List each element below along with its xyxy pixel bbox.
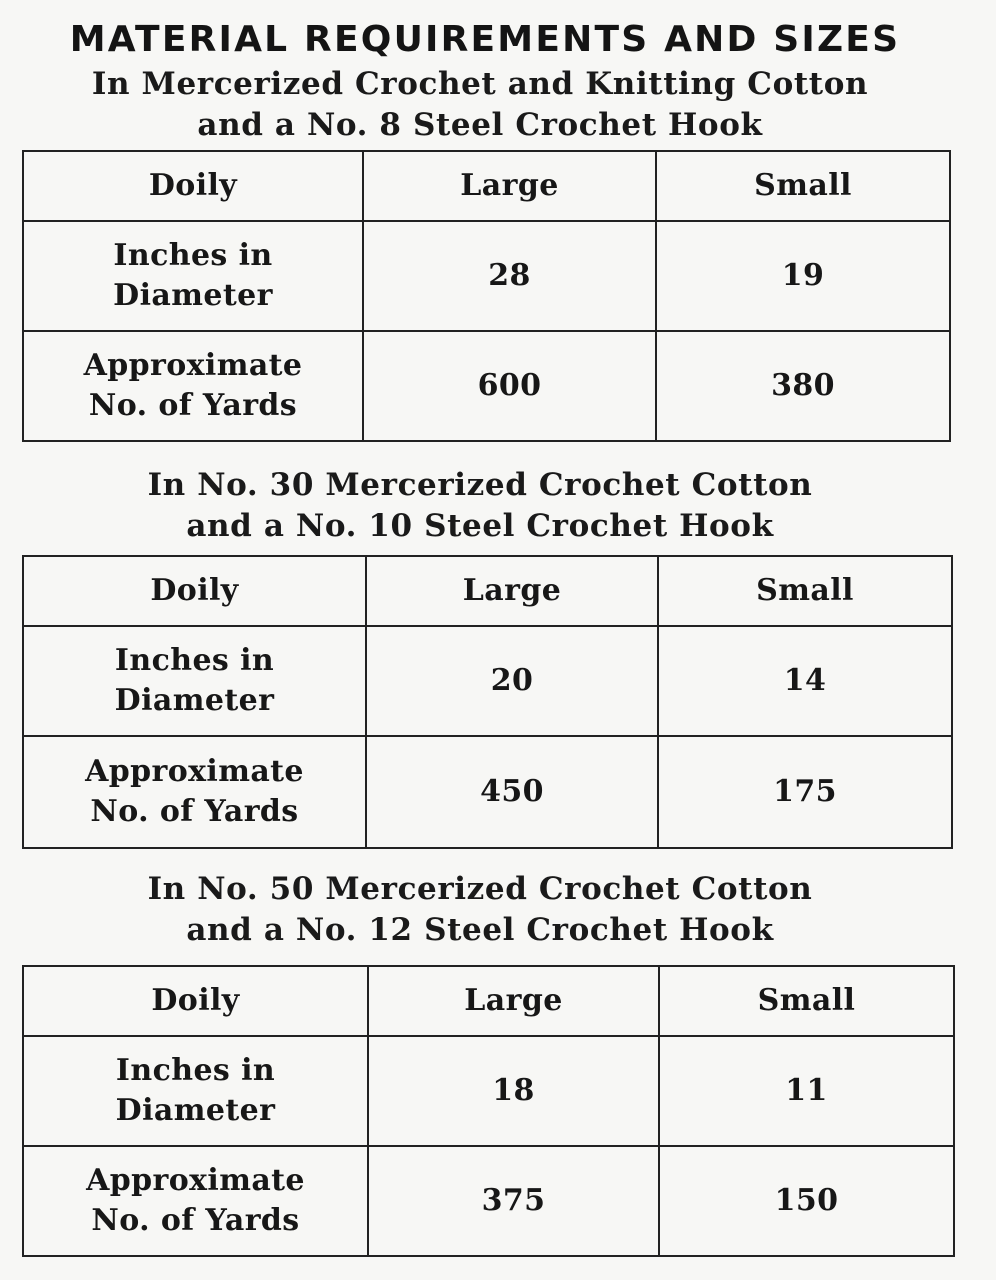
column-header-doily: Doily — [23, 556, 366, 626]
row-label-line: Approximate — [83, 348, 303, 383]
table-header-row — [23, 151, 950, 221]
table-row — [23, 736, 952, 848]
cell-large-diameter: 28 — [363, 221, 656, 331]
column-header-small: Small — [659, 966, 954, 1036]
cell-small-diameter: 14 — [658, 626, 952, 736]
row-label-line: Inches in — [114, 643, 275, 678]
cell-large-yards: 450 — [366, 736, 658, 848]
table-row — [23, 626, 952, 736]
column-header-small: Small — [656, 151, 950, 221]
row-label-line: Diameter — [115, 1093, 276, 1128]
row-label-line: Inches in — [115, 1053, 276, 1088]
row-label-line: No. of Yards — [91, 1203, 300, 1238]
row-label-line: Inches in — [113, 238, 273, 273]
page-title: MATERIAL REQUIREMENTS AND SIZES — [69, 19, 901, 60]
section-heading-line: In No. 50 Mercerized Crochet Cotton — [147, 871, 813, 907]
section-heading-no-8-hook — [0, 64, 960, 146]
cell-small-yards: 150 — [659, 1146, 954, 1256]
section-heading-line: In No. 30 Mercerized Crochet Cotton — [147, 467, 813, 503]
column-header-large: Large — [366, 556, 658, 626]
row-label-line: No. of Yards — [90, 794, 299, 829]
section-heading-line: and a No. 10 Steel Crochet Hook — [186, 508, 774, 544]
row-label-yards — [23, 331, 363, 441]
row-label-diameter — [23, 221, 363, 331]
cell-large-yards: 375 — [368, 1146, 659, 1256]
table-row — [23, 1146, 954, 1256]
requirements-table-no-12-hook — [22, 965, 955, 1257]
cell-large-diameter: 20 — [366, 626, 658, 736]
section-heading-no-12-hook — [0, 869, 960, 951]
requirements-table-no-10-hook — [22, 555, 953, 849]
cell-large-yards: 600 — [363, 331, 656, 441]
row-label-line: Diameter — [113, 278, 273, 313]
column-header-small: Small — [658, 556, 952, 626]
requirements-table-no-8-hook — [22, 150, 951, 442]
row-label-line: Approximate — [85, 754, 304, 789]
table-header-row — [23, 966, 954, 1036]
cell-large-diameter: 18 — [368, 1036, 659, 1146]
cell-small-yards: 380 — [656, 331, 950, 441]
row-label-yards — [23, 736, 366, 848]
cell-small-yards: 175 — [658, 736, 952, 848]
table-row — [23, 1036, 954, 1146]
column-header-large: Large — [368, 966, 659, 1036]
table-row — [23, 331, 950, 441]
row-label-diameter — [23, 1036, 368, 1146]
table-header-row — [23, 556, 952, 626]
row-label-line: No. of Yards — [88, 388, 298, 423]
table-row — [23, 221, 950, 331]
row-label-line: Diameter — [114, 683, 275, 718]
row-label-yards — [23, 1146, 368, 1256]
section-heading-line: and a No. 8 Steel Crochet Hook — [197, 107, 763, 143]
cell-small-diameter: 19 — [656, 221, 950, 331]
column-header-doily: Doily — [23, 966, 368, 1036]
section-heading-no-10-hook — [0, 465, 960, 547]
column-header-large: Large — [363, 151, 656, 221]
section-heading-line: and a No. 12 Steel Crochet Hook — [186, 912, 774, 948]
row-label-diameter — [23, 626, 366, 736]
column-header-doily: Doily — [23, 151, 363, 221]
section-heading-line: In Mercerized Crochet and Knitting Cotton — [91, 66, 869, 102]
cell-small-diameter: 11 — [659, 1036, 954, 1146]
row-label-line: Approximate — [86, 1163, 305, 1198]
